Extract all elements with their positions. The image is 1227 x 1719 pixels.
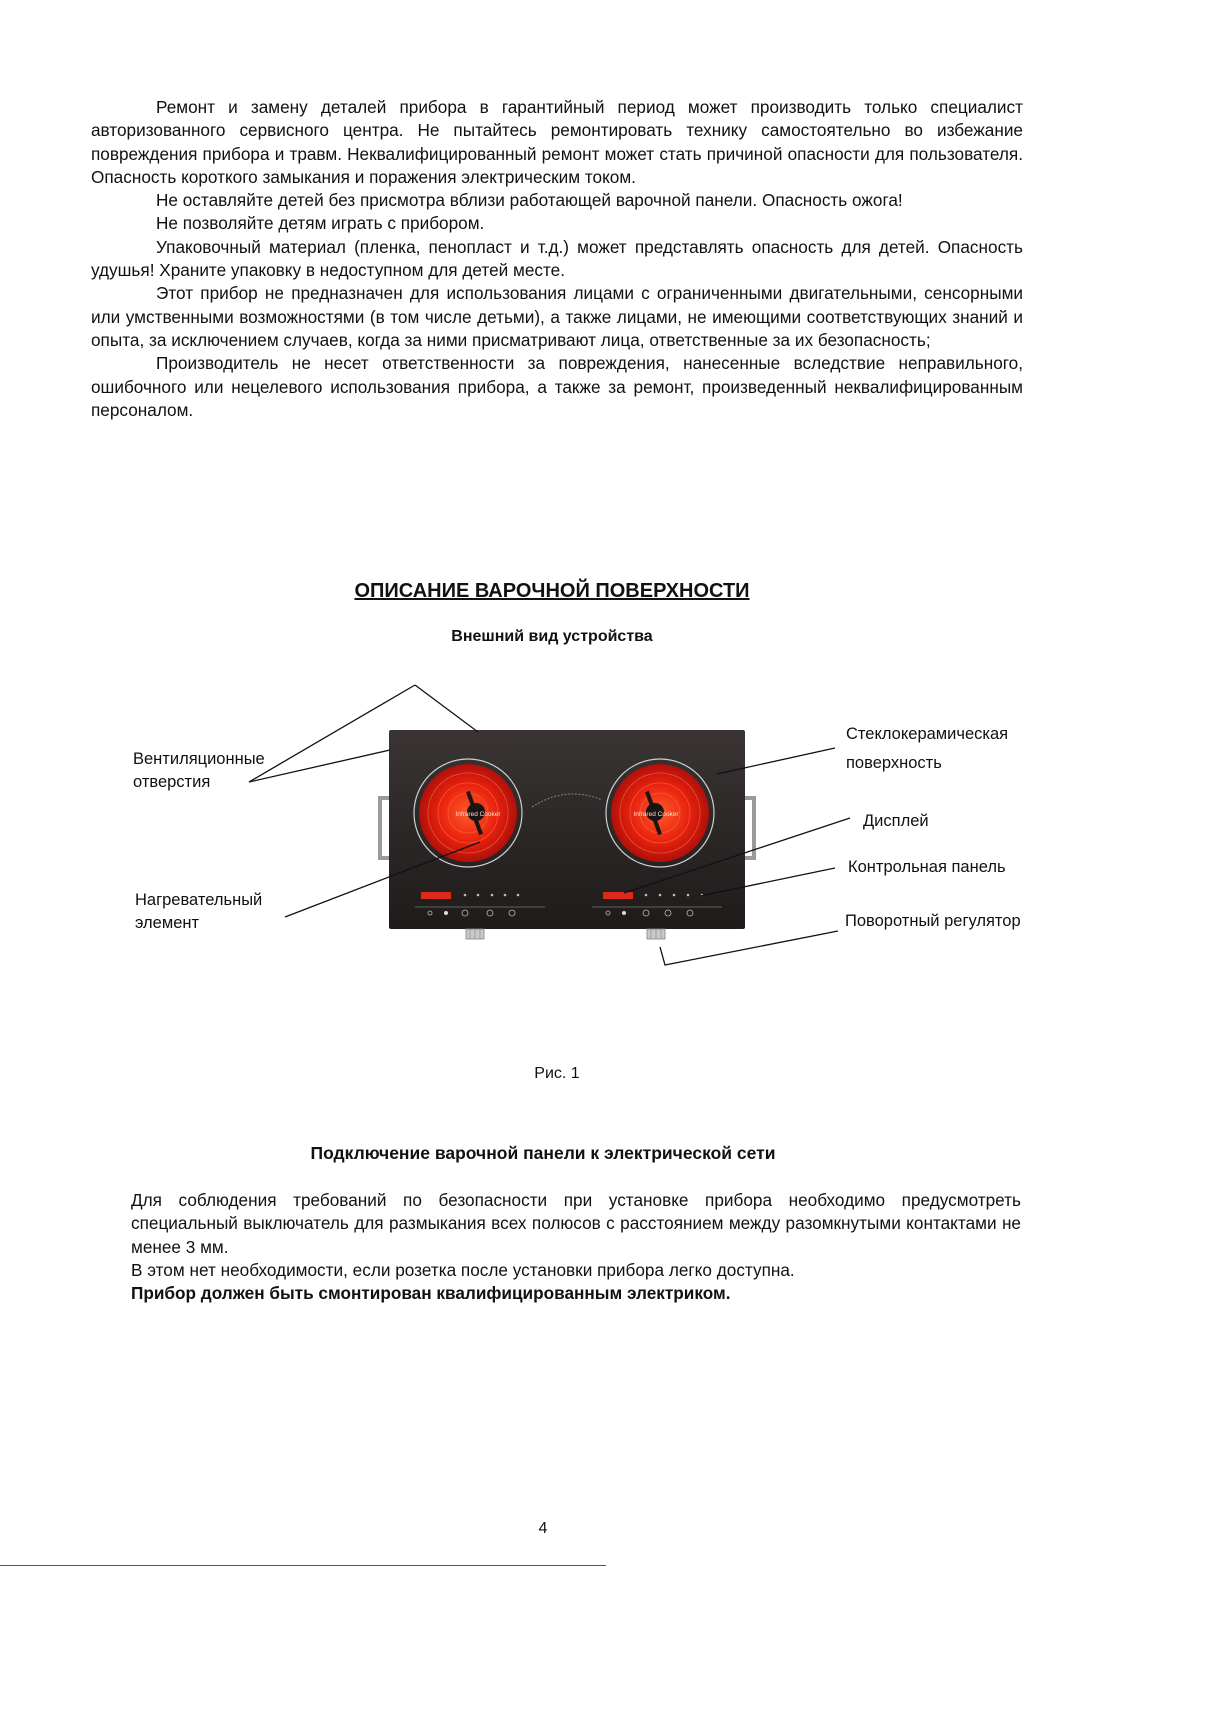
connection-title: Подключение варочной панели к электрической сети bbox=[310, 1143, 776, 1163]
left-burner-label: Infrared Cooker bbox=[455, 811, 501, 818]
paragraph-packaging: Упаковочный материал (пленка, пенопласт и т.д.) может представлять опасность для детей. Опасность удушья! Храните упаковку в недоступном для детей месте. bbox=[91, 236, 1023, 281]
paragraph-children-play: Не позволяйте детям играть с прибором. bbox=[156, 213, 485, 234]
page-number: 4 bbox=[538, 1520, 548, 1537]
label-control-panel: Контрольная панель bbox=[848, 858, 1006, 876]
footer-divider bbox=[0, 1565, 606, 1566]
safety-text-block bbox=[91, 96, 1023, 422]
label-glass-surface: Стеклокерамическая поверхность bbox=[846, 725, 1009, 772]
figure-subtitle: Внешний вид устройства bbox=[451, 628, 653, 645]
paragraph-electrician-warning: Прибор должен быть смонтирован квалифицированным электриком. bbox=[131, 1283, 731, 1304]
left-knob bbox=[466, 929, 484, 939]
hob-figure bbox=[0, 660, 1104, 980]
figure-caption: Рис. 1 bbox=[534, 1065, 580, 1082]
paragraph-children-supervision: Не оставляйте детей без присмотра вблизи работающей варочной панели. Опасность ожога! bbox=[156, 190, 903, 211]
label-heating-element: Нагревательный элемент bbox=[135, 891, 263, 932]
paragraph-restricted-use: Этот прибор не предназначен для использования лицами с ограниченными двигательными, сенсорными или умственными возможностями (в том числе детьми), а также лицами, не имеющими соответствующих знаний и опыта, за исключением случаев, когда за ними присматривают лица, ответственные за их безопасность; bbox=[91, 283, 1023, 350]
label-rotary-knob: Поворотный регулятор bbox=[845, 912, 1021, 930]
connection-text-block bbox=[131, 1189, 1021, 1305]
section-title: ОПИСАНИЕ ВАРОЧНОЙ ПОВЕРХНОСТИ bbox=[354, 580, 750, 602]
right-burner-label: Infrared Cooker bbox=[633, 811, 679, 818]
label-display: Дисплей bbox=[863, 812, 929, 830]
label-vents: Вентиляционные отверстия bbox=[133, 750, 265, 791]
paragraph-switch-requirement: Для соблюдения требований по безопасности при установке прибора необходимо предусмотреть специальный выключатель для размыкания всех полюсов с расстоянием между разомкнутыми контактами не менее 3 мм. bbox=[131, 1190, 1021, 1257]
paragraph-liability: Производитель не несет ответственности за повреждения, нанесенные вследствие неправильного, ошибочного или нецелевого использования прибора, а также за ремонт, произведенный неквалифицированным персоналом. bbox=[91, 353, 1023, 420]
paragraph-socket-access: В этом нет необходимости, если розетка после установки прибора легко доступна. bbox=[131, 1259, 795, 1280]
right-knob bbox=[647, 929, 665, 939]
paragraph-repair: Ремонт и замену деталей прибора в гарантийный период может производить только специалист авторизованного сервисного центра. Не пытайтесь ремонтировать технику самостоятельно во избежание повреждения прибора и травм. Неквалифицированный ремонт может стать причиной опасности для пользователя. Опасность короткого замыкания и поражения электрическим током. bbox=[91, 97, 1023, 187]
